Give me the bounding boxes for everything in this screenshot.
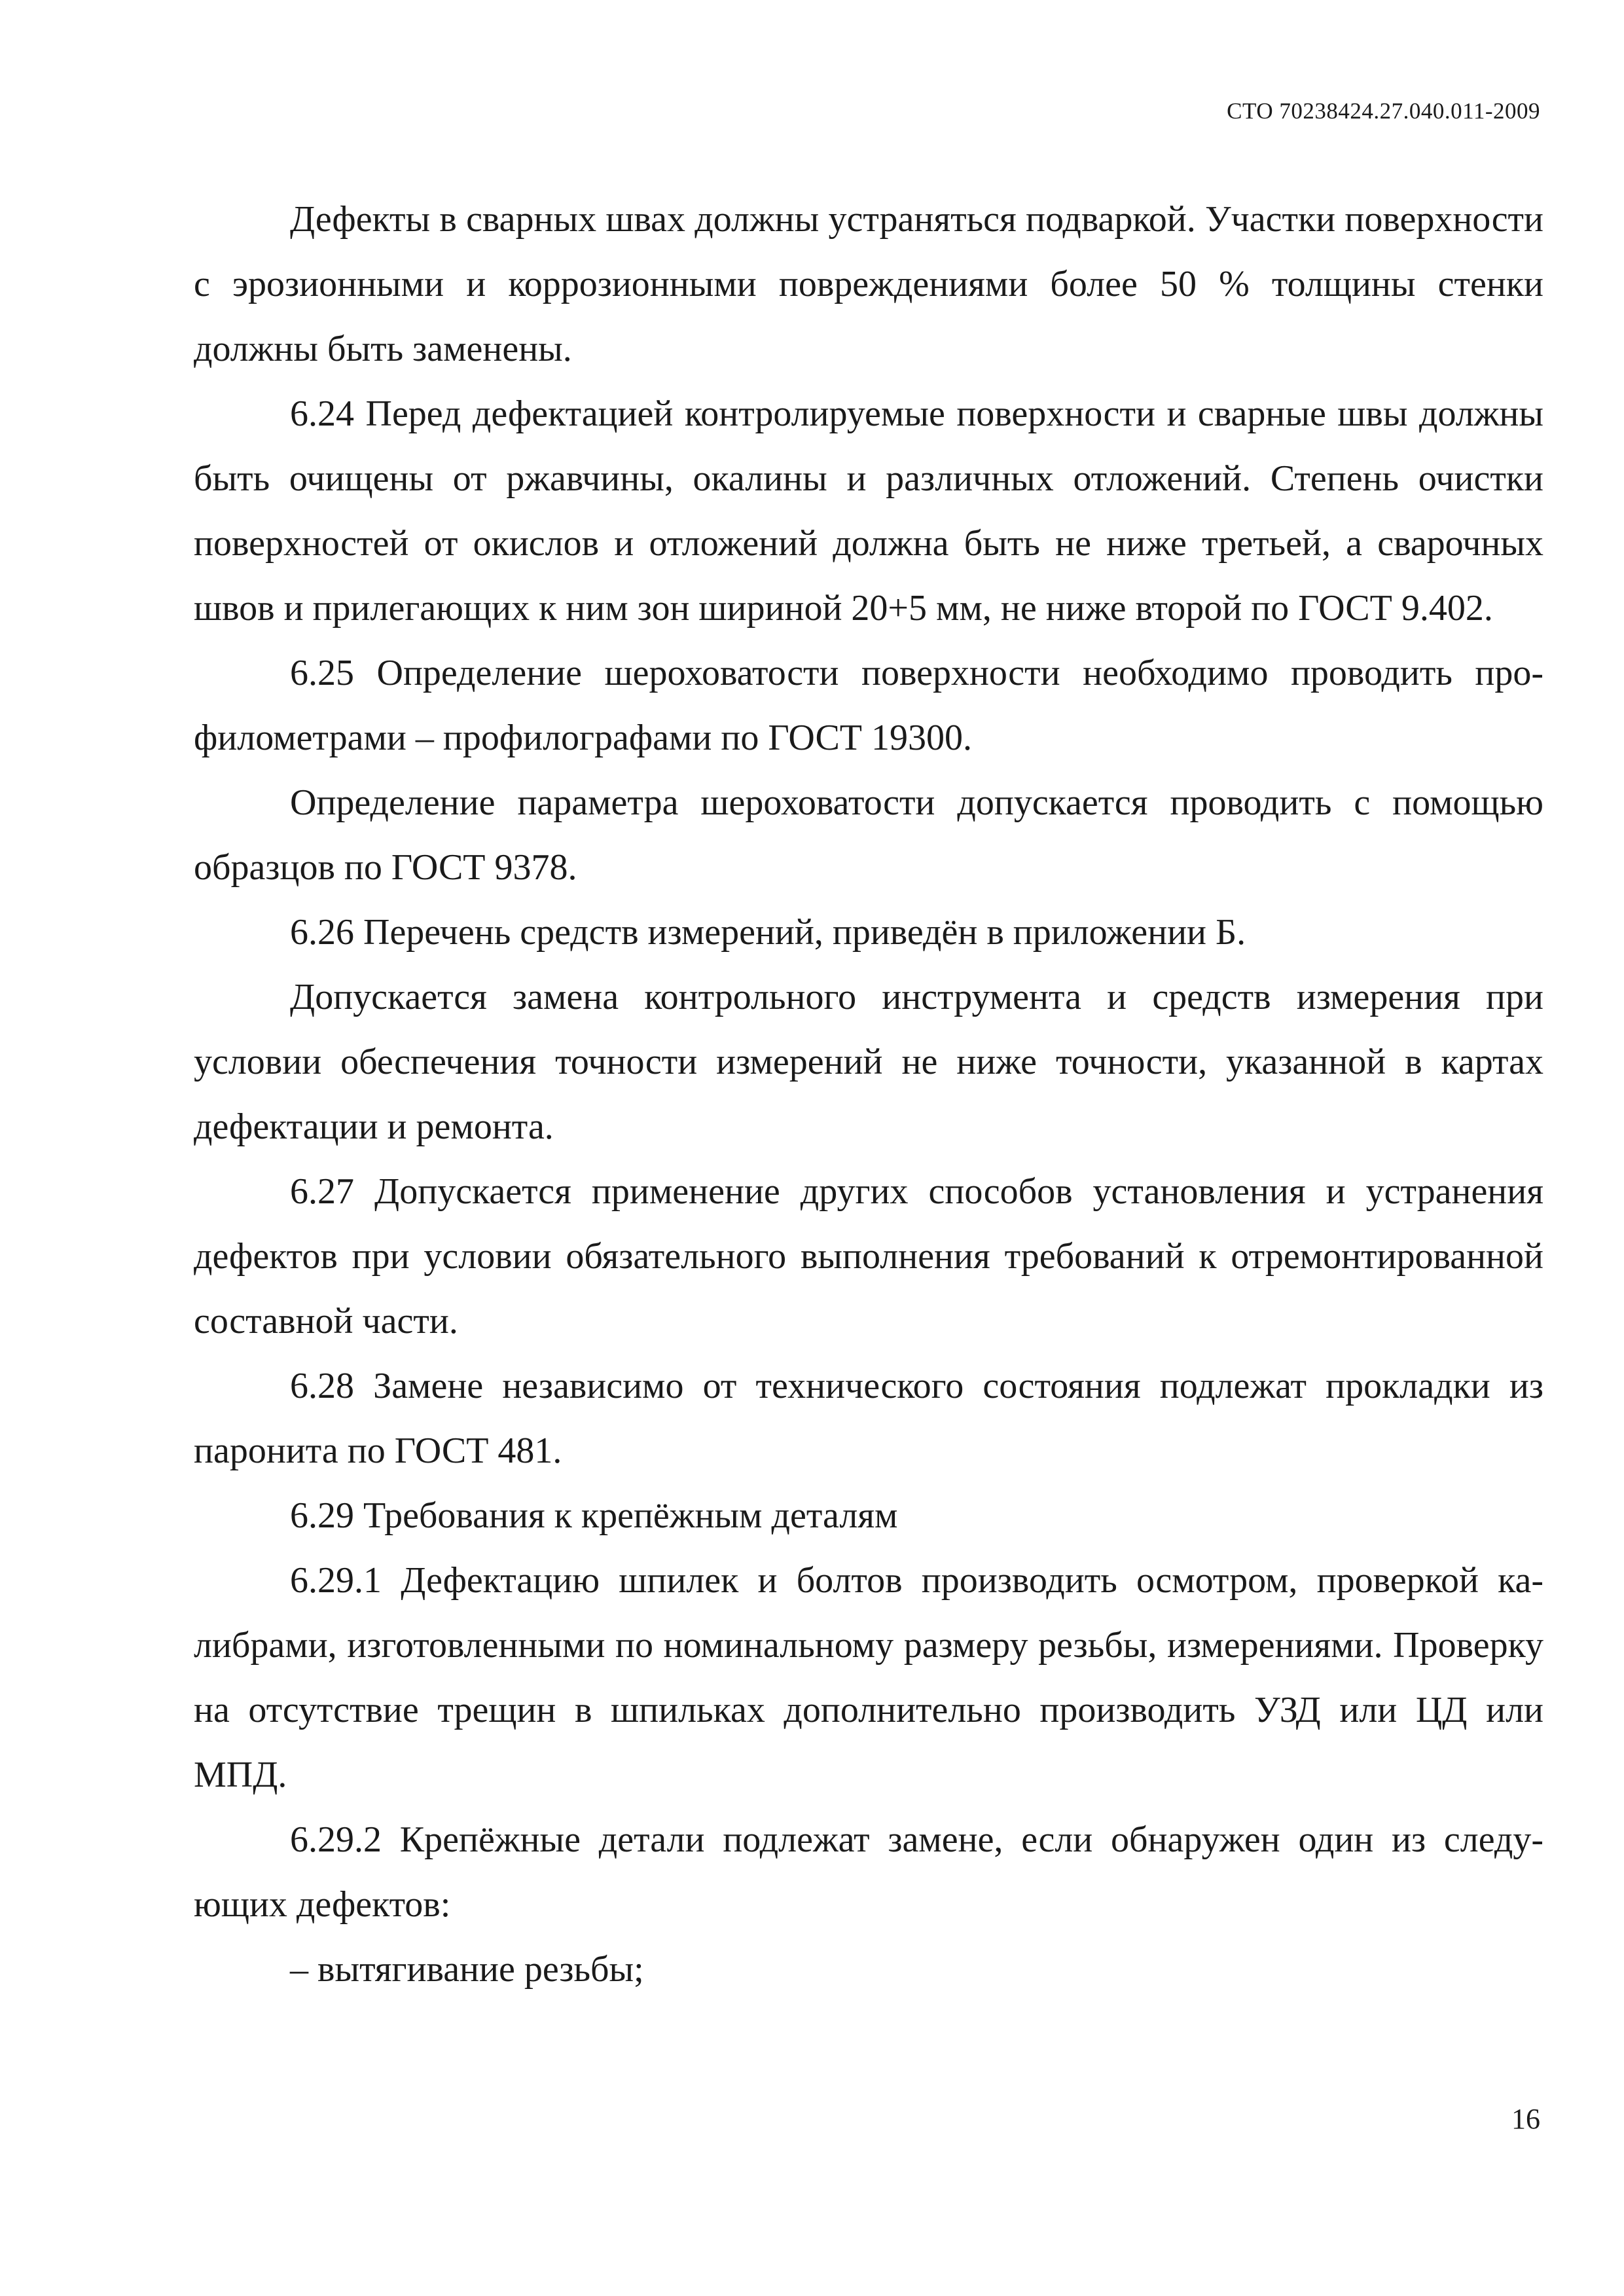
paragraph-6-27: 6.27 Допускается применение других способов установления и устранения дефектов при условии обязательного выполнения требований к отремонтированной составной части. [194,1171,1543,1341]
paragraph-roughness-samples: Определение параметра шероховатости допускается проводить с помощью образцов по ГОСТ 9378. [194,782,1543,888]
paragraph-6-25: 6.25 Определение шероховатости поверхности необходимо проводить профилометрами – профилографами по ГОСТ 19300. [194,653,1543,758]
paragraph-6-29-1: 6.29.1 Дефектацию шпилек и болтов производить осмотром, проверкой калибрами, изготовленными по номинальному размеру резьбы, измерениями. Проверку на отсутствие трещин в шпильках дополнительно производить УЗД или ЦД или МПД. [194,1560,1543,1795]
paragraph-6-26: 6.26 Перечень средств измерений, приведён в приложении Б. [290,912,1246,953]
paragraph-instrument-replacement: Допускается замена контрольного инструмента и средств измерения при условии обеспечения точности измерений не ниже точности, указанной в картах дефектации и ремонта. [194,977,1543,1147]
paragraph-6-24: 6.24 Перед дефектацией контролируемые поверхности и сварные швы должны быть очищены от ржавчины, окалины и различных отложений. Степень очистки поверхностей от окислов и отложений должна быть не ниже третьей, а сварочных швов и прилегающих к ним зон шириной 20+5 мм, не ниже второй по ГОСТ 9.402. [194,393,1543,629]
paragraph-weld-defects: Дефекты в сварных швах должны устраняться подваркой. Участки поверхности с эрозионными и коррозионными повреждениями более 50 % толщины стенки должны быть заменены. [194,199,1543,369]
document-body [194,187,1543,2002]
paragraph-6-28: 6.28 Замене независимо от технического состояния подлежат прокладки из паронита по ГОСТ 481. [194,1366,1543,1471]
list-item-thread-stretching: – вытягивание резьбы; [290,1949,644,1990]
paragraph-6-29-2: 6.29.2 Крепёжные детали подлежат замене, если обнаружен один из следующих дефектов: [194,1819,1543,1925]
paragraph-6-29: 6.29 Требования к крепёжным деталям [290,1495,898,1536]
page-number: 16 [1511,2103,1540,2135]
document-code-header: СТО 70238424.27.040.011-2009 [1227,98,1540,124]
